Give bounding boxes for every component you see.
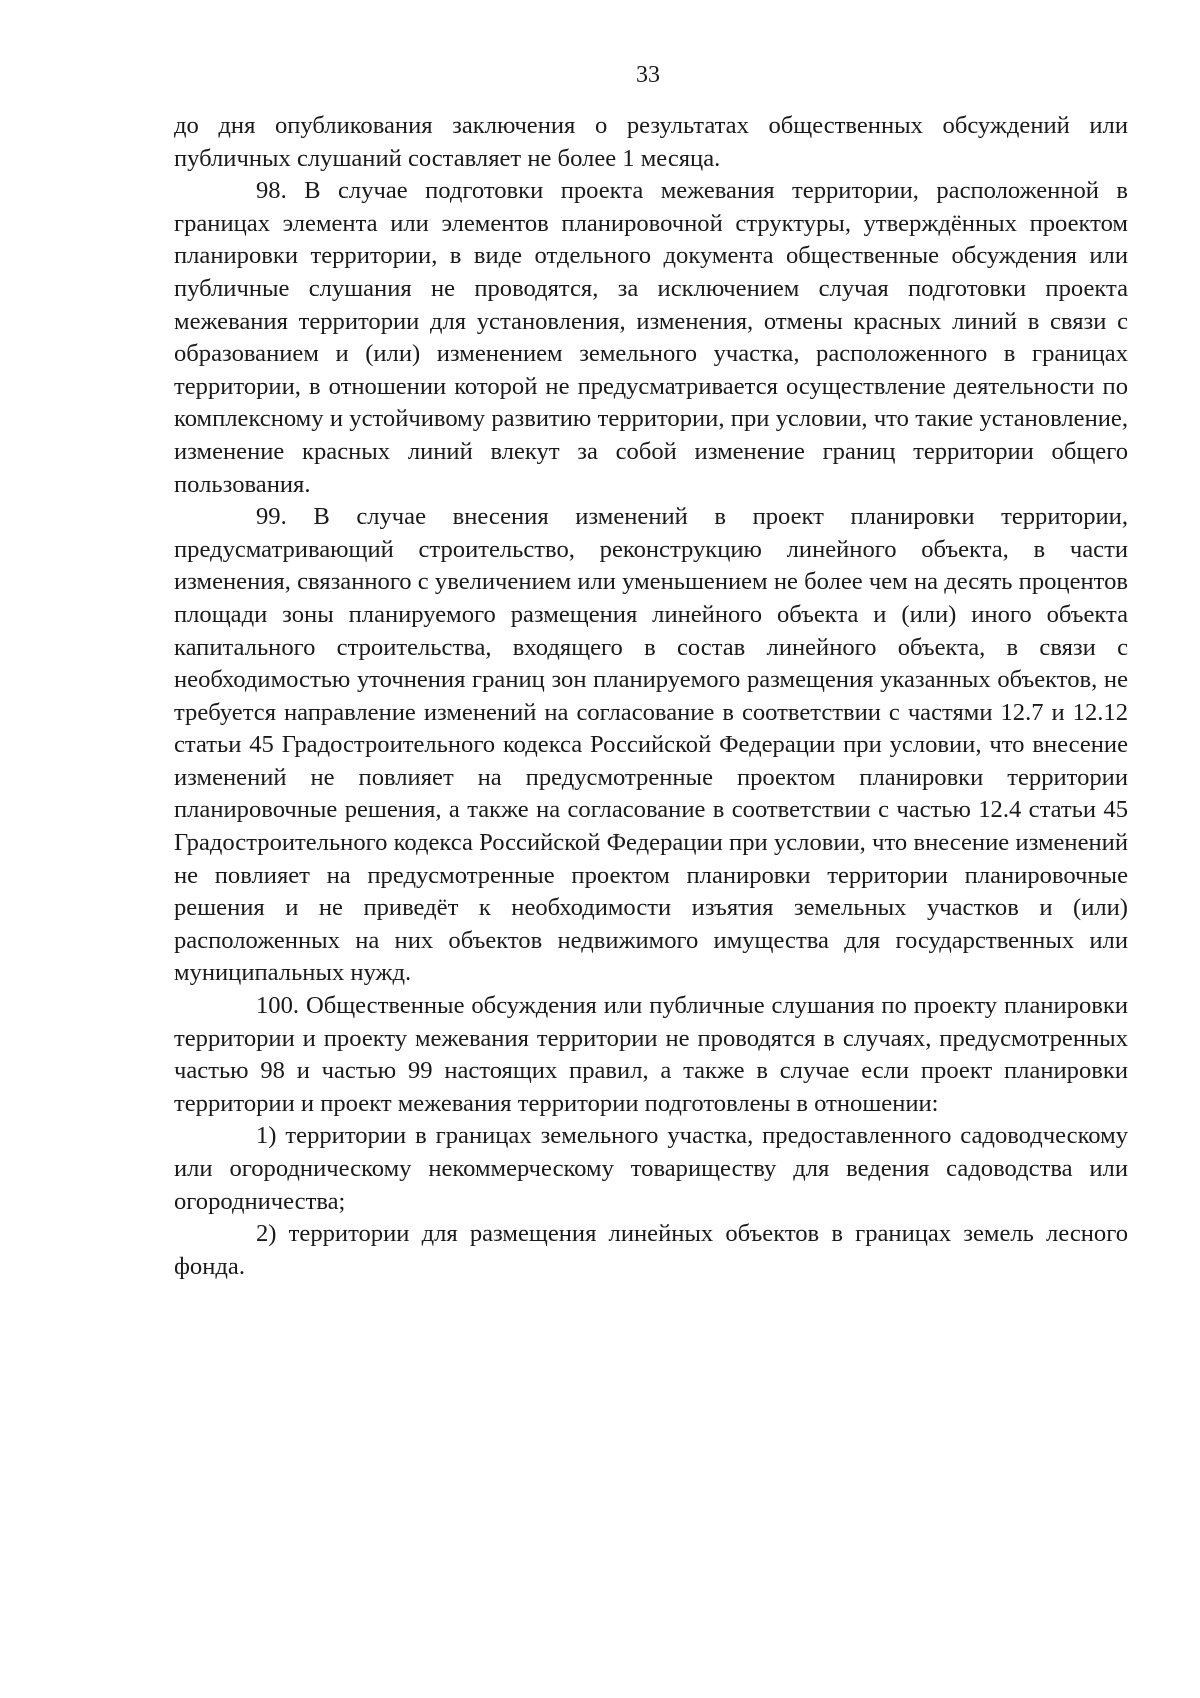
list-item-1: 1) территории в границах земельного участка, предоставленного садоводческому или огородническому некоммерческому товариществу для ведения садоводства или огородничества; — [174, 1122, 1128, 1215]
paragraph-continuation: до дня опубликования заключения о результатах общественных обсуждений или публичных слушаний составляет не более 1 месяца. — [174, 112, 1128, 172]
list-item-2: 2) территории для размещения линейных объектов в границах земель лесного фонда. — [174, 1220, 1128, 1280]
document-body — [174, 110, 1128, 1283]
paragraph-99: 99. В случае внесения изменений в проект планировки территории, предусматривающий строительство, реконструкцию линейного объекта, в части изменения, связанного с увеличением или уменьшением не более чем на десять процентов площади зоны планируемого размещения линейного объекта и (или) иного объекта капитального строительства, входящего в состав линейного объекта, в связи с необходимостью уточнения границ зон планируемого размещения указанных объектов, не требуется направление изменений на согласование в соответствии с частями 12.7 и 12.12 статьи 45 Градостроительного кодекса Российской Федерации при условии, что внесение изменений не повлияет на предусмотренные проектом планировки территории планировочные решения, а также на согласование в соответствии с частью 12.4 статьи 45 Градостроительного кодекса Российской Федерации при условии, что внесение изменений не повлияет на предусмотренные проектом планировки территории планировочные решения и не приведёт к необходимости изъятия земельных участков и (или) расположенных на них объектов недвижимого имущества для государственных или муниципальных нужд. — [174, 503, 1128, 987]
paragraph-98: 98. В случае подготовки проекта межевания территории, расположенной в границах элемента или элементов планировочной структуры, утверждённых проектом планировки территории, в виде отдельного документа общественные обсуждения или публичные слушания не проводятся, за исключением случая подготовки проекта межевания территории для установления, изменения, отмены красных линий в связи с образованием и (или) изменением земельного участка, расположенного в границах территории, в отношении которой не предусматривается осуществление деятельности по комплексному и устойчивому развитию территории, при условии, что такие установление, изменение красных линий влекут за собой изменение границ территории общего пользования. — [174, 177, 1128, 498]
page-number: 33 — [636, 62, 660, 88]
paragraph-100: 100. Общественные обсуждения или публичные слушания по проекту планировки территории и проекту межевания территории не проводятся в случаях, предусмотренных частью 98 и частью 99 настоящих правил, а также в случае если проект планировки территории и проект межевания территории подготовлены в отношении: — [174, 992, 1128, 1117]
